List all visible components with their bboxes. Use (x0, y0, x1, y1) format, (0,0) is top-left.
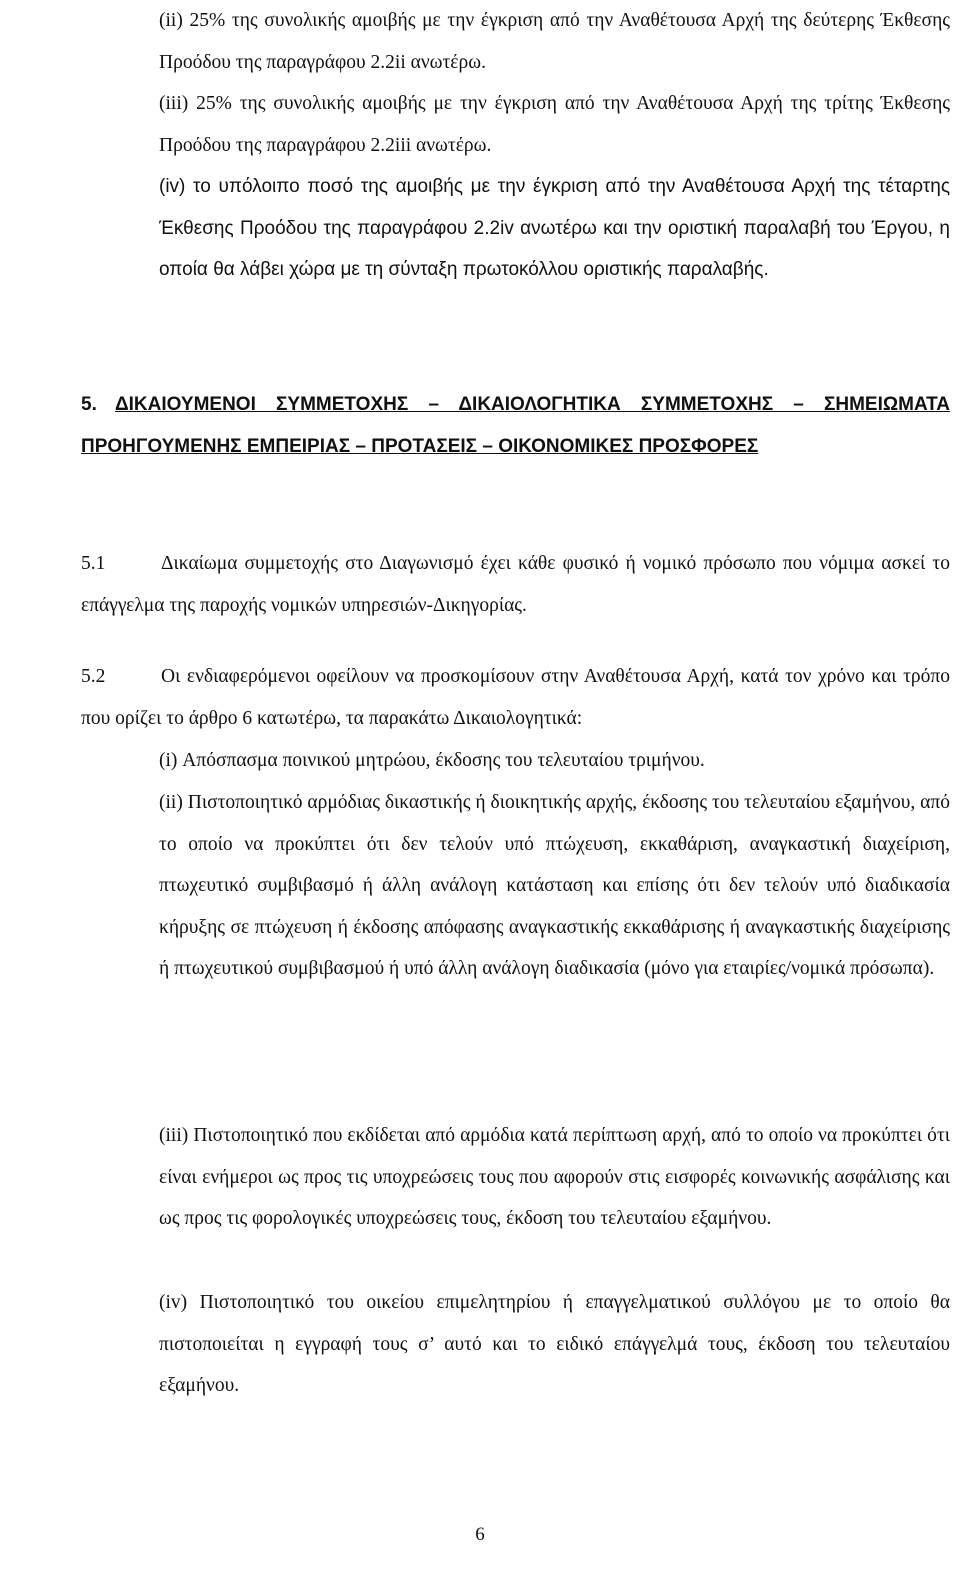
section-number: 5. (81, 394, 97, 415)
payment-item-iii: (iii) 25% της συνολικής αμοιβής με την έγκριση από την Αναθέτουσα Αρχή της τρίτης Έκθεσης Προόδου της παραγράφου 2.2iii ανωτέρω. (159, 93, 950, 156)
payment-item-iv: (iv) το υπόλοιπο ποσό της αμοιβής με την έγκριση από την Αναθέτουσα Αρχή της τέταρτης Έκθεσης Προόδου της παραγράφου 2.2iv ανωτέρω και την οριστική παραλαβή του Έργου, η οποία θα λάβει χώρα με τη σύνταξη πρωτοκόλλου οριστικής παραλαβής. (159, 176, 950, 281)
clause-5-2 (81, 656, 950, 739)
clause-text: Δικαίωμα συμμετοχής στο Διαγωνισμό έχει κάθε φυσικό ή νομικό πρόσωπο που νόμιμα ασκεί το επάγγελμα της παροχής νομικών υπηρεσιών-Δικηγορίας. (81, 553, 950, 616)
clause-text: Οι ενδιαφερόμενοι οφείλουν να προσκομίσουν στην Αναθέτουσα Αρχή, κατά τον χρόνο και τρόπο που ορίζει το άρθρο 6 κατωτέρω, τα παρακάτω Δικαιολογητικά: (81, 666, 950, 729)
document-item-ii: (ii) Πιστοποιητικό αρμόδιας δικαστικής ή διοικητικής αρχής, έκδοσης του τελευταίου εξαμήνου, από το οποίο να προκύπτει ότι δεν τελούν υπό πτώχευση, εκκαθάριση, αναγκαστική διαχείριση, πτωχευτικό συμβιβασμό ή άλλη ανάλογη κατάσταση και επίσης ότι δεν τελούν υπό διαδικασία κήρυξης σε πτώχευση ή έκδοσης απόφασης αναγκαστικής εκκαθάρισης ή αναγκαστικής διαχείρισης ή πτωχευτικού συμβιβασμού ή υπό άλλη ανάλογη διαδικασία (μόνο για εταιρίες/νομικά πρόσωπα). (159, 792, 950, 980)
clause-number: 5.1 (81, 553, 106, 574)
section-title: ΔΙΚΑΙΟΥΜΕΝΟΙ ΣΥΜΜΕΤΟΧΗΣ – ΔΙΚΑΙΟΛΟΓΗΤΙΚΑ ΣΥΜΜΕΤΟΧΗΣ – ΣΗΜΕΙΩΜΑΤΑ ΠΡΟΗΓΟΥΜΕΝΗΣ ΕΜΠΕΙΡΙΑΣ – ΠΡΟΤΑΣΕΙΣ – ΟΙΚΟΝΟΜΙΚΕΣ ΠΡΟΣΦΟΡΕΣ (81, 394, 950, 457)
document-item-iv: (iv) Πιστοποιητικό του οικείου επιμελητηρίου ή επαγγελματικού συλλόγου με το οποίο θα πιστοποιείται η εγγραφή τους σ’ αυτό και το ειδικό επάγγελμά τους, έκδοση του τελευταίου εξαμήνου. (159, 1292, 950, 1397)
payment-item-ii: (ii) 25% της συνολικής αμοιβής με την έγκριση από την Αναθέτουσα Αρχή της δεύτερης Έκθεσης Προόδου της παραγράφου 2.2ii ανωτέρω. (159, 10, 950, 73)
clause-5-1 (81, 543, 950, 626)
document-item-iii: (iii) Πιστοποιητικό που εκδίδεται από αρμόδια κατά περίπτωση αρχή, από το οποίο να προκύπτει ότι είναι ενήμεροι ως προς τις υποχρεώσεις τους που αφορούν στις εισφορές κοινωνικής ασφάλισης και ως προς τις φορολογικές υποχρεώσεις τους, έκδοση του τελευταίου εξαμήνου. (159, 1125, 950, 1230)
section-5-heading (81, 384, 950, 467)
clause-number: 5.2 (81, 666, 106, 687)
document-item-i: (i) Απόσπασμα ποινικού μητρώου, έκδοσης του τελευταίου τριμήνου. (159, 750, 705, 771)
page-number: 6 (475, 1524, 485, 1545)
